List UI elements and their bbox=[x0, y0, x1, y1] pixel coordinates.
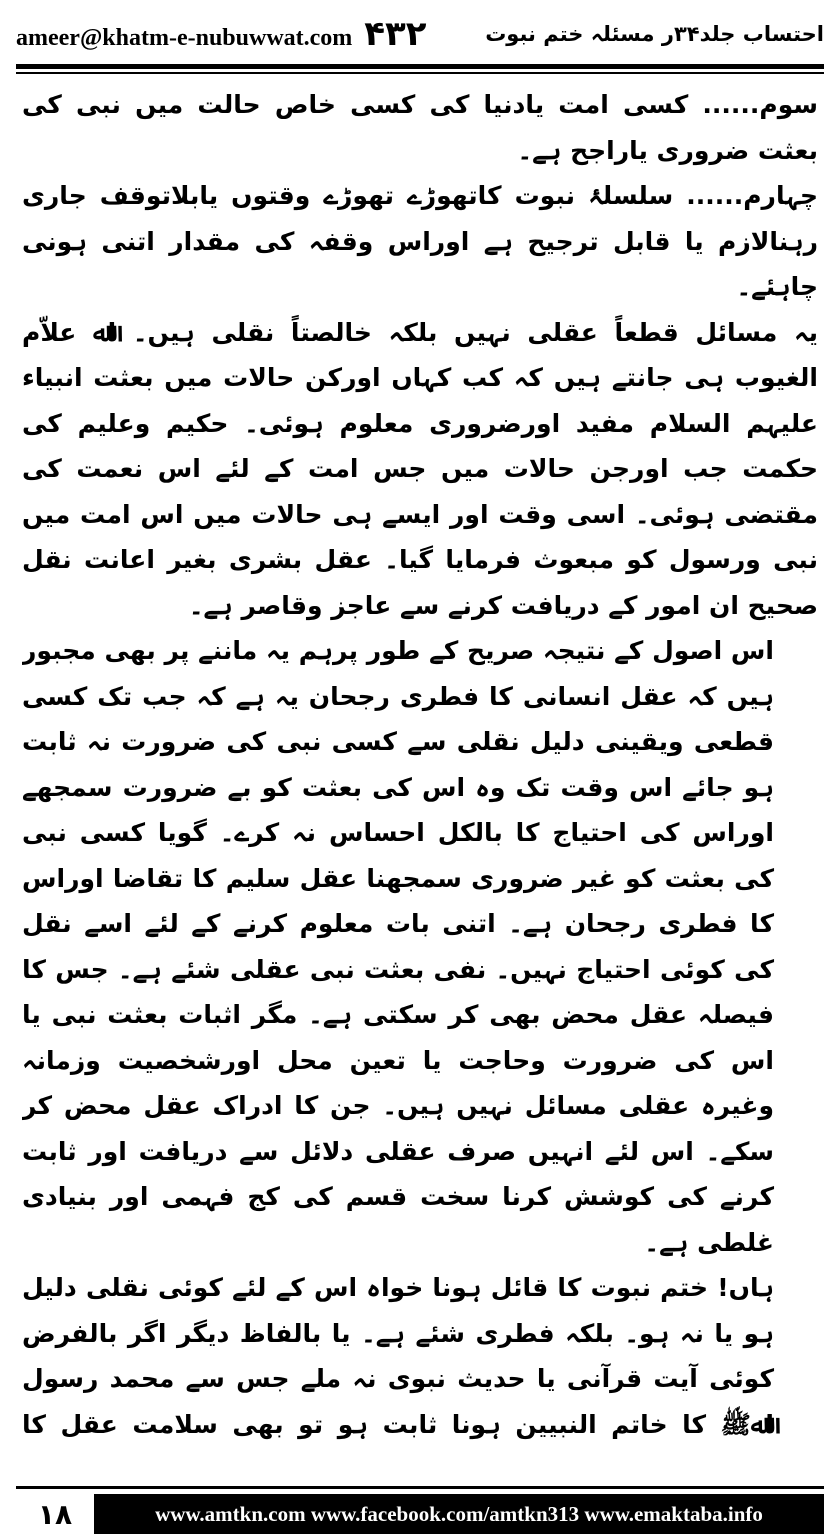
footer-rule bbox=[16, 1486, 824, 1489]
header-rule-thin bbox=[16, 72, 824, 74]
header-rule-thick bbox=[16, 64, 824, 69]
paragraph-5: ہاں! ختم نبوت کا قائل ہونا خواہ اس کے لئے کوئی نقلی دلیل ہو یا نہ ہو۔ بلکہ فطری شئے ہے۔ یا بالفاظ دیگر اگر بالفرض کوئی آیت قرآنی یا حدیث نبوی نہ ملے جس سے محمد رسول اﷲﷺ کا خاتم النبیین ہونا ثابت ہو تو بھی سلامت عقل کا bbox=[22, 1273, 774, 1439]
header-email[interactable]: ameer@khatm-e-nubuwwat.com bbox=[16, 25, 353, 51]
paragraph-4: اس اصول کے نتیجہ صریح کے طور پرہم یہ ماننے پر بھی مجبور ہیں کہ عقل انسانی کا فطری رجحان یہ ہے کہ جب تک کسی قطعی ویقینی دلیل نقلی سے کسی نبی کی ضرورت نہ ثابت ہو جائے اس وقت تک وہ اس کی بعثت کو بے ضرورت سمجھے اوراس کی احتیاج کا بالکل احساس نہ کرے۔ گویا کسی نبی کی بعثت کو غیر ضروری سمجھنا عقل سلیم کا تقاضا اوراس کا فطری رجحان ہے۔ اتنی بات معلوم کرنے کے لئے اسے نقل کی کوئی احتیاج نہیں۔ نفی بعثت نبی عقلی شئے ہے۔ جس کا فیصلہ عقل محض بھی کر سکتی ہے۔ مگر اثبات بعثت نبی یا اس کی ضرورت وحاجت یا تعین محل اورشخصیت وزمانہ وغیرہ عقلی مسائل نہیں ہیں۔ جن کا ادراک عقل محض کر سکے۔ اس لئے انہیں صرف عقلی دلائل سے دریافت اور ثابت کرنے کی کوشش کرنا سخت قسم کی کج فہمی اور بنیادی غلطی ہے۔ bbox=[22, 636, 774, 1257]
page-number: ۴۳۲ bbox=[364, 14, 427, 54]
book-title: احتساب جلد۳۴ر مسئلہ ختم نبوت bbox=[485, 22, 824, 46]
page-footer bbox=[16, 1494, 824, 1534]
paragraph-3: یہ مسائل قطعاً عقلی نہیں بلکہ خالصتاً نقلی ہیں۔ اﷲ علاّم الغیوب ہی جانتے ہیں کہ کب کہاں اورکن حالات میں بعثت انبیاء علیہم السلام مفید اورضروری معلوم ہوئی۔ حکیم وعلیم کی حکمت جب اورجن حالات میں جس امت کے لئے اس نعمت کی مقتضی ہوئی۔ اسی وقت اور ایسے ہی حالات میں اس امت میں نبی ورسول کو مبعوث فرمایا گیا۔ عقل بشری بغیر اعانت نقل صحیح ان امور کے دریافت کرنے سے عاجز وقاصر ہے۔ bbox=[22, 317, 818, 620]
header-left bbox=[16, 14, 427, 54]
page-header bbox=[16, 8, 824, 60]
paragraph-2: چہارم...... سلسلۂ نبوت کاتھوڑے تھوڑے وقتوں یابلاتوقف جاری رہنالازم یا قابل ترجیح ہے اوراس وقفہ کی مقدار اتنی ہونی چاہئے۔ bbox=[22, 181, 818, 301]
paragraph-1: سوم...... کسی امت یادنیا کی کسی خاص حالت میں نبی کی بعثت ضروری یاراجح ہے۔ bbox=[22, 90, 818, 165]
footer-number: ۱۸ bbox=[37, 1497, 73, 1531]
footer-links[interactable]: www.amtkn.com www.facebook.com/amtkn313 www.emaktaba.info bbox=[94, 1494, 824, 1534]
page-body bbox=[22, 82, 818, 1444]
